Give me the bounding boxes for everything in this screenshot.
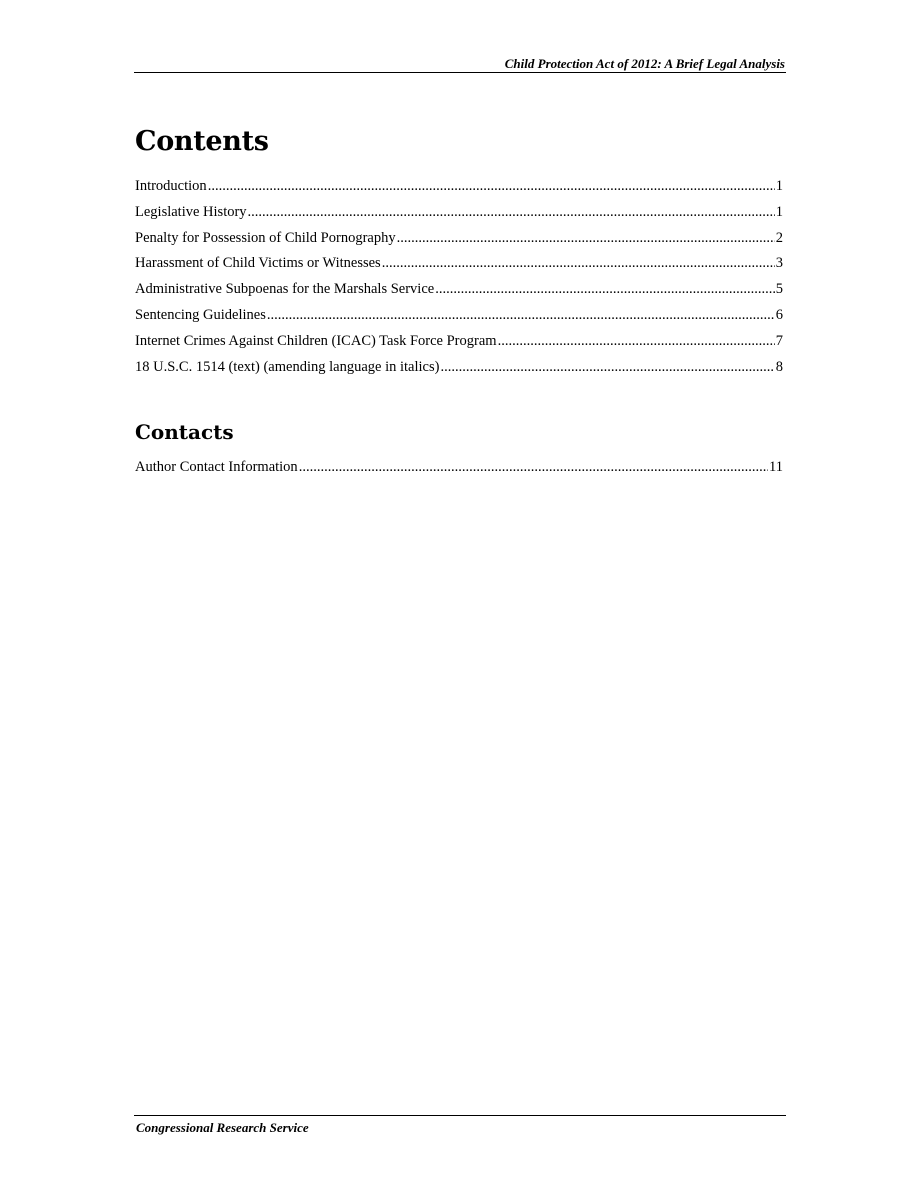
- toc-entry-administrative-subpoenas[interactable]: [135, 279, 783, 305]
- toc-entry-page: 11: [769, 459, 783, 475]
- toc-entry-page: 8: [775, 358, 783, 375]
- toc-entry-legislative-history[interactable]: [135, 202, 783, 228]
- toc-entry-page: 2: [775, 229, 783, 246]
- toc-entry-introduction[interactable]: [135, 176, 783, 202]
- toc-entry-page: 7: [775, 332, 783, 349]
- toc-entry-title: Legislative History: [135, 203, 247, 220]
- toc-entry-icac-task-force[interactable]: [135, 331, 783, 357]
- running-header: [134, 55, 786, 73]
- running-header-title: Child Protection Act of 2012: A Brief Legal Analysis: [504, 56, 785, 71]
- toc-entry-page: 5: [775, 281, 783, 298]
- dot-leader: [248, 202, 775, 222]
- page-footer: [134, 1115, 786, 1140]
- toc-entry-title: 18 U.S.C. 1514 (text) (amending language in italics): [135, 358, 440, 375]
- contacts-list: [135, 457, 783, 483]
- toc-entry-sentencing-guidelines[interactable]: [135, 305, 783, 331]
- contacts-heading: Contacts: [135, 420, 234, 444]
- toc-entry-title: Internet Crimes Against Children (ICAC) Task Force Program: [135, 332, 497, 349]
- toc-entry-title: Introduction: [135, 178, 207, 194]
- dot-leader: [498, 331, 775, 351]
- toc-entry-title: Sentencing Guidelines: [135, 306, 266, 323]
- toc-entry-penalty-possession[interactable]: [135, 228, 783, 254]
- toc-entry-title: Harassment of Child Victims or Witnesses: [135, 255, 381, 272]
- dot-leader: [397, 228, 775, 248]
- toc-entry-author-contact[interactable]: [135, 457, 783, 483]
- toc-entry-harassment[interactable]: [135, 253, 783, 279]
- dot-leader: [440, 357, 774, 377]
- table-of-contents: [135, 176, 783, 382]
- toc-entry-page: 1: [775, 203, 783, 220]
- dot-leader: [299, 457, 768, 477]
- dot-leader: [208, 176, 775, 196]
- toc-entry-usc-1514[interactable]: [135, 357, 783, 383]
- toc-entry-title: Administrative Subpoenas for the Marshals Service: [135, 281, 435, 298]
- footer-organization: Congressional Research Service: [136, 1120, 309, 1135]
- toc-entry-page: 1: [775, 178, 783, 194]
- toc-entry-page: 3: [775, 255, 783, 272]
- toc-entry-title: Penalty for Possession of Child Pornography: [135, 229, 396, 246]
- dot-leader: [267, 305, 775, 325]
- toc-entry-page: 6: [775, 306, 783, 323]
- contents-heading: Contents: [135, 126, 269, 157]
- dot-leader: [435, 279, 775, 299]
- toc-entry-title: Author Contact Information: [135, 459, 298, 475]
- dot-leader: [382, 253, 775, 273]
